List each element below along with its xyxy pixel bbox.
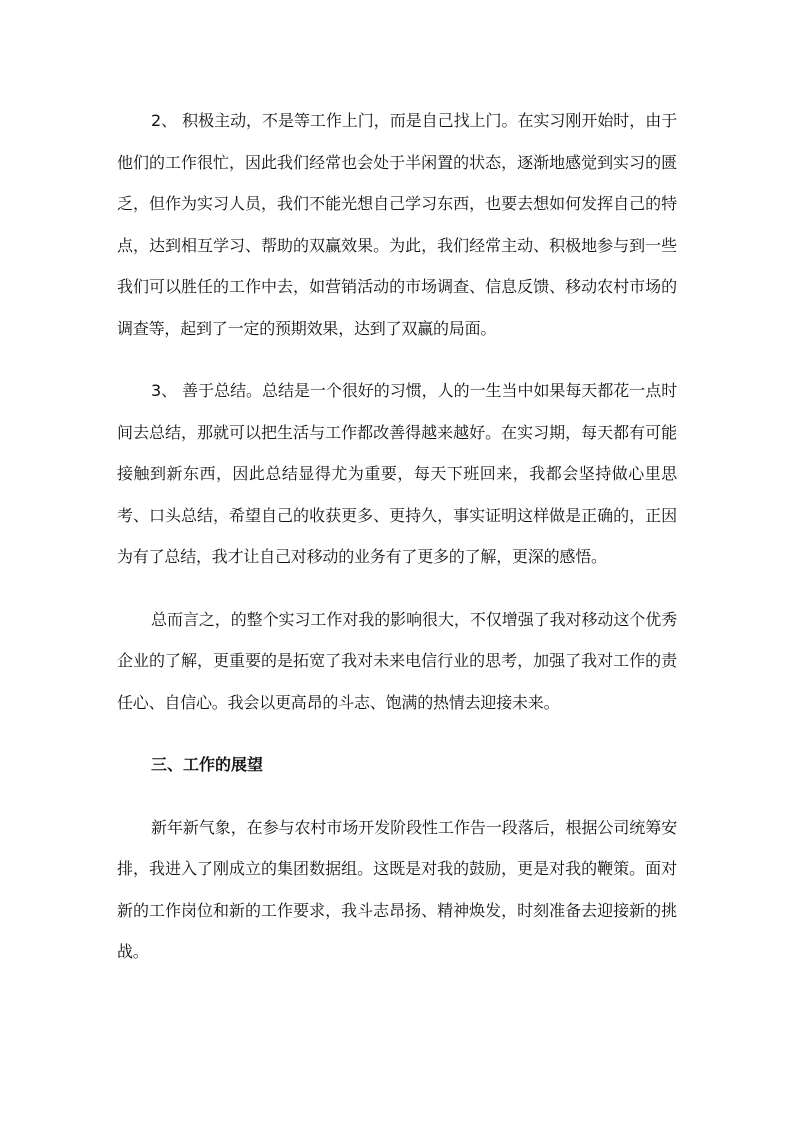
document-page <box>117 100 677 973</box>
paragraph-proactive: 2、 积极主动，不是等工作上门，而是自己找上门。在实习刚开始时，由于他们的工作很忙，因此我们经常也会处于半闲置的状态，逐渐地感觉到实习的匮乏，但作为实习人员，我们不能光想自己学习东西，也要去想如何发挥自己的特点，达到相互学习、帮助的双赢效果。为此，我们经常主动、积极地参与到一些我们可以胜任的工作中去，如营销活动的市场调查、信息反馈、移动农村市场的调查等，起到了一定的预期效果，达到了双赢的局面。 <box>117 111 677 338</box>
paragraph-summarize: 3、 善于总结。总结是一个很好的习惯，人的一生当中如果每天都花一点时间去总结，那就可以把生活与工作都改善得越来越好。在实习期，每天都有可能接触到新东西，因此总结显得尤为重要，每天下班回来，我都会坚持做心里思考、口头总结，希望自己的收获更多、更持久，事实证明这样做是正确的，正因为有了总结，我才让自己对移动的业务有了更多的了解，更深的感悟。 <box>117 381 677 566</box>
section-heading-outlook: 三、工作的展望 <box>151 755 264 774</box>
paragraph-outlook: 新年新气象，在参与农村市场开发阶段性工作告一段落后，根据公司统筹安排，我进入了刚成立的集团数据组。这既是对我的鼓励，更是对我的鞭策。面对新的工作岗位和新的工作要求，我斗志昂扬、精神焕发，时刻准备去迎接新的挑战。 <box>117 817 677 961</box>
paragraph-conclusion: 总而言之，的整个实习工作对我的影响很大，不仅增强了我对移动这个优秀企业的了解，更重要的是拓宽了我对未来电信行业的思考，加强了我对工作的责任心、自信心。我会以更高昂的斗志、饱满的热情去迎接未来。 <box>117 609 677 712</box>
